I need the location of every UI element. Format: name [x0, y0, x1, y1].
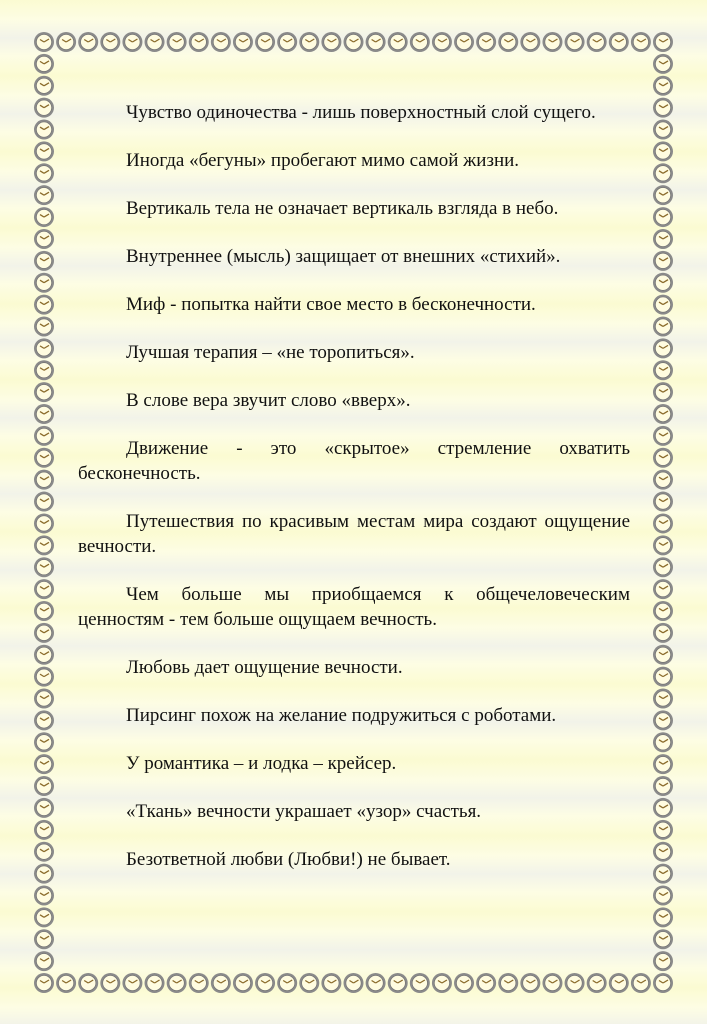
clock-icon	[653, 579, 673, 599]
clock-icon	[100, 973, 120, 993]
clock-icon	[653, 645, 673, 665]
clock-icon	[145, 32, 165, 52]
clock-icon	[255, 973, 275, 993]
clock-icon	[366, 973, 386, 993]
clock-icon	[609, 32, 629, 52]
clock-icon	[653, 907, 673, 927]
clock-icon	[542, 32, 562, 52]
clock-icon	[388, 32, 408, 52]
clock-icon	[34, 251, 54, 271]
clock-icon	[34, 645, 54, 665]
clock-icon	[56, 32, 76, 52]
paragraph: В слове вера звучит слово «вверх».	[126, 390, 411, 411]
clock-icon	[34, 885, 54, 905]
clock-icon	[34, 513, 54, 533]
clock-icon	[34, 404, 54, 424]
clock-icon	[34, 360, 54, 380]
clock-icon	[34, 448, 54, 468]
clock-icon	[233, 973, 253, 993]
paragraph: «Ткань» вечности украшает «узор» счастья.	[126, 801, 482, 822]
clock-icon	[34, 864, 54, 884]
clock-icon	[653, 557, 673, 577]
clock-icon	[653, 185, 673, 205]
clock-icon	[476, 973, 496, 993]
clock-icon	[34, 579, 54, 599]
clock-icon	[653, 754, 673, 774]
clock-icon	[321, 32, 341, 52]
text-body	[78, 100, 630, 895]
clock-icon	[34, 32, 54, 52]
clock-icon	[34, 907, 54, 927]
clock-icon	[211, 973, 231, 993]
clock-icon	[653, 513, 673, 533]
clock-icon	[653, 776, 673, 796]
clock-icon	[631, 973, 651, 993]
clock-icon	[34, 273, 54, 293]
paragraph: Путешествия по красивым местам мира создают ощущение вечности.	[78, 511, 630, 557]
clock-icon	[432, 973, 452, 993]
clock-icon	[653, 732, 673, 752]
paragraph: У романтика – и лодка – крейсер.	[126, 753, 397, 774]
clock-icon	[653, 316, 673, 336]
clock-icon	[34, 667, 54, 687]
clock-icon	[565, 973, 585, 993]
clock-icon	[653, 842, 673, 862]
clock-icon	[100, 32, 120, 52]
clock-icon	[653, 207, 673, 227]
clock-icon	[34, 535, 54, 555]
clock-icon	[410, 973, 430, 993]
clock-icon	[653, 885, 673, 905]
clock-icon	[653, 404, 673, 424]
clock-icon	[34, 951, 54, 971]
clock-icon	[653, 76, 673, 96]
clock-icon	[211, 32, 231, 52]
clock-icon	[233, 32, 253, 52]
clock-icon	[498, 32, 518, 52]
clock-icon	[34, 601, 54, 621]
clock-icon	[34, 689, 54, 709]
clock-icon	[366, 32, 386, 52]
clock-icon	[34, 754, 54, 774]
clock-icon	[454, 973, 474, 993]
clock-icon	[56, 973, 76, 993]
clock-icon	[122, 973, 142, 993]
clock-icon	[653, 273, 673, 293]
clock-icon	[653, 929, 673, 949]
clock-icon	[34, 76, 54, 96]
clock-icon	[653, 492, 673, 512]
clock-icon	[653, 689, 673, 709]
clock-icon	[653, 229, 673, 249]
clock-icon	[653, 360, 673, 380]
clock-icon	[34, 820, 54, 840]
paragraph: Чем больше мы приобщаемся к общечеловеческим ценностям - тем больше ощущаем вечность.	[78, 584, 630, 630]
clock-icon	[653, 141, 673, 161]
clock-icon	[587, 32, 607, 52]
clock-icon	[653, 120, 673, 140]
clock-icon	[34, 798, 54, 818]
clock-icon	[189, 32, 209, 52]
clock-icon	[167, 973, 187, 993]
clock-icon	[410, 32, 430, 52]
clock-icon	[609, 973, 629, 993]
clock-icon	[34, 54, 54, 74]
clock-icon	[653, 973, 673, 993]
clock-icon	[34, 557, 54, 577]
paragraph: Чувство одиночества - лишь поверхностный слой сущего.	[126, 102, 596, 123]
clock-icon	[255, 32, 275, 52]
clock-icon	[34, 185, 54, 205]
paragraph: Движение - это «скрытое» стремление охватить бесконечность.	[78, 438, 630, 484]
clock-icon	[653, 820, 673, 840]
clock-icon	[653, 623, 673, 643]
clock-icon	[388, 973, 408, 993]
clock-icon	[653, 98, 673, 118]
clock-icon	[653, 426, 673, 446]
paragraph: Лучшая терапия – «не торопиться».	[126, 342, 415, 363]
paragraph: Иногда «бегуны» пробегают мимо самой жизни.	[126, 150, 520, 171]
clock-icon	[34, 295, 54, 315]
paragraph: Вертикаль тела не означает вертикаль взгляда в небо.	[126, 198, 559, 219]
clock-icon	[520, 973, 540, 993]
clock-icon	[653, 295, 673, 315]
clock-icon	[122, 32, 142, 52]
clock-icon	[34, 141, 54, 161]
clock-icon	[653, 338, 673, 358]
clock-icon	[34, 776, 54, 796]
clock-icon	[34, 382, 54, 402]
clock-icon	[277, 32, 297, 52]
clock-icon	[542, 973, 562, 993]
clock-icon	[34, 492, 54, 512]
clock-icon	[34, 207, 54, 227]
clock-icon	[498, 973, 518, 993]
paragraph: Миф - попытка найти свое место в бесконечности.	[126, 294, 536, 315]
clock-icon	[34, 470, 54, 490]
clock-icon	[277, 973, 297, 993]
clock-icon	[344, 32, 364, 52]
clock-icon	[78, 973, 98, 993]
clock-icon	[321, 973, 341, 993]
clock-icon	[653, 710, 673, 730]
clock-icon	[34, 338, 54, 358]
clock-icon	[34, 623, 54, 643]
clock-icon	[476, 32, 496, 52]
clock-icon	[653, 163, 673, 183]
clock-icon	[653, 32, 673, 52]
clock-icon	[34, 120, 54, 140]
clock-icon	[189, 973, 209, 993]
clock-icon	[432, 32, 452, 52]
clock-icon	[167, 32, 187, 52]
paragraph: Любовь дает ощущение вечности.	[126, 657, 403, 678]
clock-icon	[653, 470, 673, 490]
clock-icon	[299, 973, 319, 993]
clock-icon	[653, 382, 673, 402]
clock-icon	[653, 951, 673, 971]
clock-icon	[34, 229, 54, 249]
clock-icon	[344, 973, 364, 993]
clock-icon	[34, 973, 54, 993]
clock-icon	[78, 32, 98, 52]
clock-icon	[34, 426, 54, 446]
clock-icon	[454, 32, 474, 52]
clock-icon	[34, 710, 54, 730]
paragraph: Безответной любви (Любви!) не бывает.	[126, 849, 451, 870]
clock-icon	[653, 251, 673, 271]
paragraph: Пирсинг похож на желание подружиться с роботами.	[126, 705, 557, 726]
clock-icon	[653, 54, 673, 74]
clock-icon	[34, 929, 54, 949]
clock-icon	[520, 32, 540, 52]
clock-icon	[299, 32, 319, 52]
clock-icon	[653, 601, 673, 621]
clock-icon	[653, 864, 673, 884]
clock-icon	[653, 535, 673, 555]
clock-icon	[34, 98, 54, 118]
clock-icon	[565, 32, 585, 52]
clock-icon	[34, 732, 54, 752]
clock-icon	[34, 316, 54, 336]
clock-icon	[145, 973, 165, 993]
paragraph: Внутреннее (мысль) защищает от внешних «стихий».	[126, 246, 561, 267]
clock-icon	[34, 163, 54, 183]
clock-icon	[631, 32, 651, 52]
clock-icon	[653, 448, 673, 468]
clock-icon	[653, 798, 673, 818]
clock-icon	[653, 667, 673, 687]
clock-icon	[587, 973, 607, 993]
clock-icon	[34, 842, 54, 862]
